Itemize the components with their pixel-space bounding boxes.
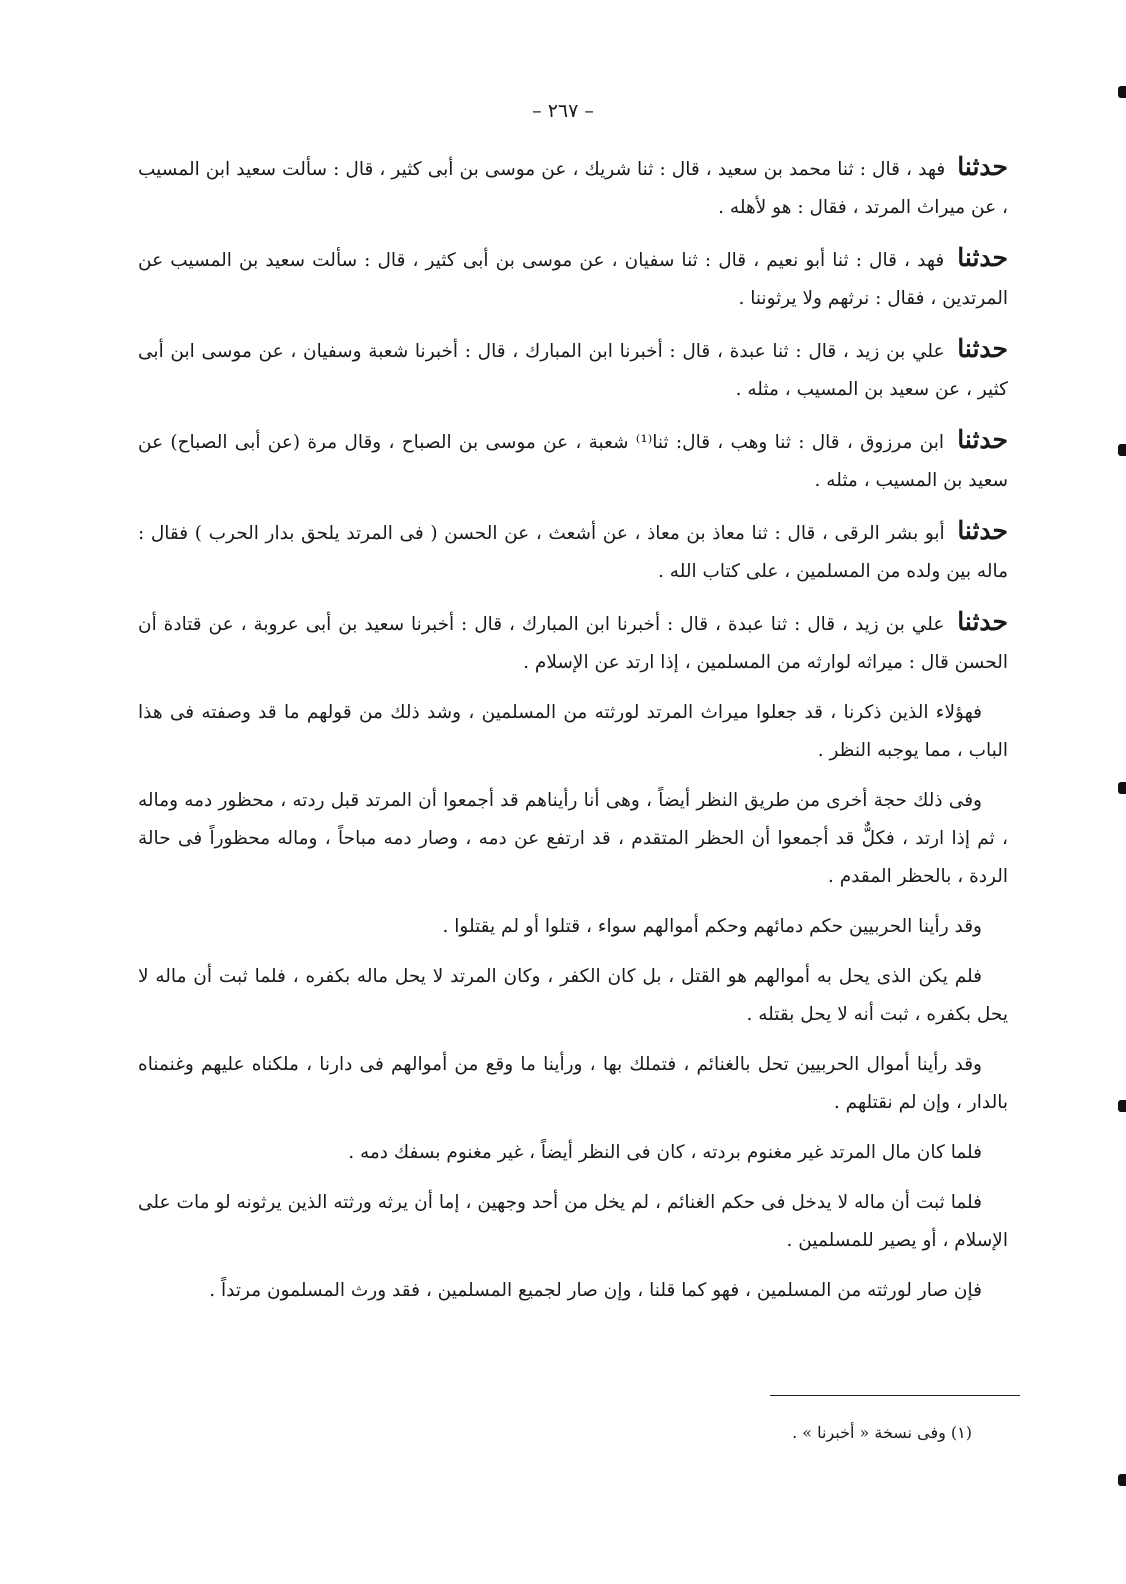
footnote-divider <box>770 1395 1020 1396</box>
paragraph <box>138 512 1008 591</box>
paragraph-lead-word: حدثنا <box>957 516 1009 545</box>
paragraph <box>138 782 1008 896</box>
main-text <box>138 148 1008 1322</box>
scan-edge-mark <box>1118 444 1126 456</box>
paragraph-lead-word: حدثنا <box>957 243 1008 272</box>
page-number: – ٢٦٧ – <box>532 100 594 122</box>
paragraph-lead-word: حدثنا <box>957 152 1008 181</box>
paragraph <box>138 1184 1008 1260</box>
paragraph <box>138 239 1008 318</box>
paragraph-text: فهد ، قال : ثنا محمد بن سعيد ، قال : ثنا شريك ، عن موسى بن أبى كثير ، قال : سألت سعيد ابن المسيب ، عن ميراث المرتد ، فقال : هو لأهله . <box>138 159 1008 218</box>
paragraph-text: علي بن زيد ، قال : ثنا عبدة ، قال : أخبرنا ابن المبارك ، قال : أخبرنا سعيد بن أبى عروبة ، عن قتادة أن الحسن قال : ميراثه لوارثه من المسلمين ، إذا ارتد عن الإسلام . <box>138 614 1008 673</box>
footnote: (١) وفى نسخة « أخبرنا » . <box>792 1423 972 1442</box>
scan-edge-mark <box>1118 1474 1126 1486</box>
paragraph-text: وفى ذلك حجة أخرى من طريق النظر أيضاً ، وهى أنا رأيناهم قد أجمعوا أن المرتد قبل ردته ، محظور دمه وماله ، ثم إذا ارتد ، فكلٌّ قد أجمعوا أن الحظر المتقدم ، قد ارتفع عن دمه ، وصار دمه مباحاً ، وماله محظوراً فى حالة الردة ، بالحظر المقدم . <box>138 790 1008 887</box>
scan-edge-mark <box>1118 86 1126 98</box>
paragraph-text: فإن صار لورثته من المسلمين ، فهو كما قلنا ، وإن صار لجميع المسلمين ، فقد ورث المسلمون مرتداً . <box>209 1280 982 1301</box>
paragraph <box>138 1046 1008 1122</box>
paragraph-text: علي بن زيد ، قال : ثنا عبدة ، قال : أخبرنا ابن المبارك ، قال : أخبرنا شعبة وسفيان ، عن موسى ابن أبى كثير ، عن سعيد بن المسيب ، مثله . <box>138 341 1008 400</box>
paragraph <box>138 908 1008 946</box>
paragraph <box>138 694 1008 770</box>
paragraph <box>138 603 1008 682</box>
paragraph-lead-word: حدثنا <box>957 334 1008 363</box>
paragraph <box>138 148 1008 227</box>
paragraph-text: وقد رأينا أموال الحربيين تحل بالغنائم ، فتملك بها ، ورأينا ما وقع من أموالهم فى دارنا ، ملكناه عليهم وغنمناه بالدار ، وإن لم نقتلهم . <box>138 1054 1008 1113</box>
paragraph-text: فهد ، قال : ثنا أبو نعيم ، قال : ثنا سفيان ، عن موسى بن أبى كثير ، قال : سألت سعيد بن المسيب عن المرتدين ، فقال : نرثهم ولا يرثوننا . <box>138 250 1008 309</box>
paragraph-lead-word: حدثنا <box>957 425 1008 454</box>
paragraph <box>138 1272 1008 1310</box>
scan-edge-mark <box>1118 782 1126 794</box>
paragraph-text: أبو بشر الرقى ، قال : ثنا معاذ بن معاذ ، عن أشعث ، عن الحسن ( فى المرتد يلحق بدار الحرب ) فقال : ماله بين ولده من المسلمين ، على كتاب الله . <box>138 523 1008 582</box>
paragraph-lead-word: حدثنا <box>957 607 1008 636</box>
paragraph <box>138 958 1008 1034</box>
paragraph <box>138 1134 1008 1172</box>
paragraph-text: فهؤلاء الذين ذكرنا ، قد جعلوا ميراث المرتد لورثته من المسلمين ، وشد ذلك من قولهم ما قد وصفته فى هذا الباب ، مما يوجبه النظر . <box>138 702 1008 761</box>
paragraph-text: فلما كان مال المرتد غير مغنوم بردته ، كان فى النظر أيضاً ، غير مغنوم بسفك دمه . <box>348 1142 982 1163</box>
paragraph <box>138 330 1008 409</box>
paragraph-text: فلم يكن الذى يحل به أموالهم هو القتل ، بل كان الكفر ، وكان المرتد لا يحل ماله بكفره ، فلما ثبت أن ماله لا يحل بكفره ، ثبت أنه لا يحل بقتله . <box>138 966 1008 1025</box>
paragraph-text: ابن مرزوق ، قال : ثنا وهب ، قال: ثنا⁽¹⁾ شعبة ، عن موسى بن الصباح ، وقال مرة (عن أبى الصباح) عن سعيد بن المسيب ، مثله . <box>138 432 1008 491</box>
paragraph-text: فلما ثبت أن ماله لا يدخل فى حكم الغنائم ، لم يخل من أحد وجهين ، إما أن يرثه ورثته الذين يرثونه لو مات على الإسلام ، أو يصير للمسلمين . <box>138 1192 1008 1251</box>
paragraph <box>138 421 1008 500</box>
scan-edge-mark <box>1118 1100 1126 1112</box>
paragraph-text: وقد رأينا الحربيين حكم دمائهم وحكم أموالهم سواء ، قتلوا أو لم يقتلوا . <box>442 916 982 937</box>
